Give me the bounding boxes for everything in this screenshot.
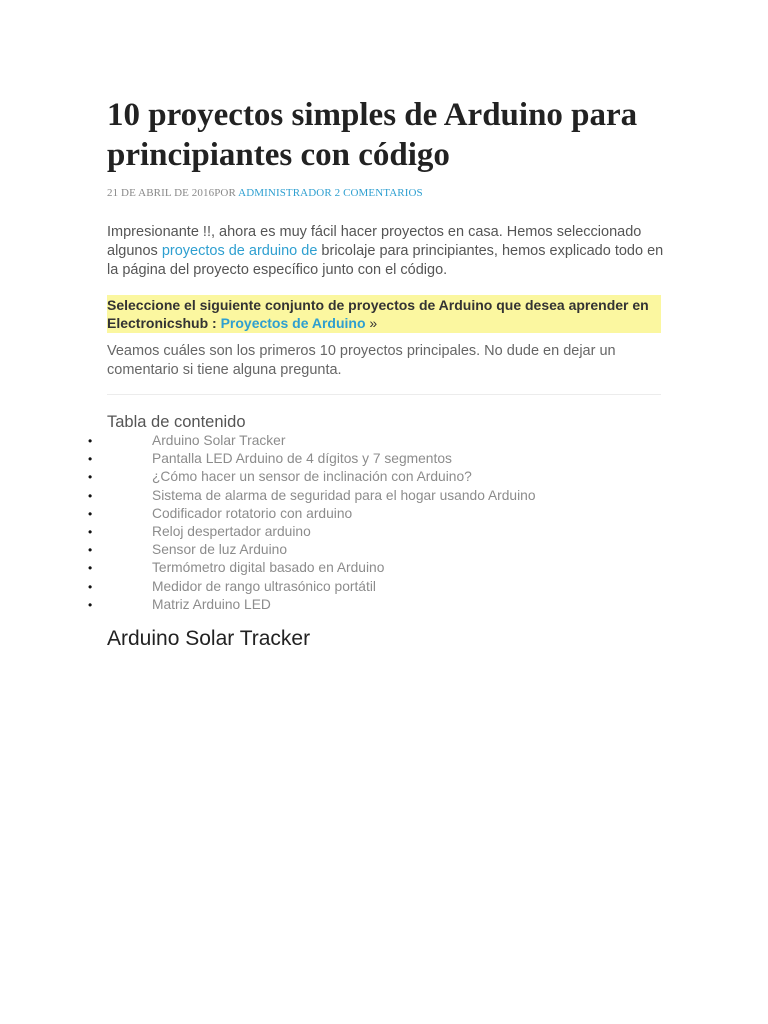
toc-item[interactable] bbox=[88, 432, 667, 450]
bullet-icon: • bbox=[88, 452, 93, 467]
toc-item-label[interactable]: Termómetro digital basado en Arduino bbox=[152, 560, 385, 576]
callout-raquo: » bbox=[365, 315, 378, 331]
bullet-icon: • bbox=[88, 597, 93, 612]
callout-text: Seleccione el siguiente conjunto de proyectos de Arduino que desea aprender en Electronicshub : bbox=[107, 297, 649, 331]
toc-item[interactable] bbox=[88, 578, 667, 596]
bullet-icon: • bbox=[88, 579, 93, 594]
toc-item[interactable] bbox=[88, 596, 667, 614]
toc-item-label[interactable]: Sensor de luz Arduino bbox=[152, 542, 287, 558]
article-meta bbox=[107, 186, 667, 200]
article-title: 10 proyectos simples de Arduino para principiantes con código bbox=[107, 97, 638, 173]
intro-text-before: Impresionante !!, ahora es muy fácil hacer proyectos en casa. Hemos seleccionado algunos bbox=[107, 224, 642, 259]
arduino-projects-link[interactable]: proyectos de arduino de bbox=[161, 243, 318, 259]
toc-item[interactable] bbox=[88, 523, 667, 541]
callout-link[interactable]: Proyectos de Arduino bbox=[220, 315, 366, 331]
bullet-icon: • bbox=[88, 434, 93, 448]
post-date: 21 DE ABRIL DE 2016 bbox=[107, 187, 215, 199]
toc-item-label[interactable]: Reloj despertador arduino bbox=[152, 523, 311, 539]
article bbox=[88, 95, 667, 669]
toc-item-label[interactable]: Sistema de alarma de seguridad para el hogar usando Arduino bbox=[152, 487, 536, 503]
toc-item-label[interactable]: Arduino Solar Tracker bbox=[152, 433, 286, 448]
bullet-icon: • bbox=[88, 488, 93, 503]
intro-paragraph bbox=[107, 223, 667, 280]
bullet-icon: • bbox=[88, 506, 93, 521]
toc-list bbox=[88, 432, 667, 614]
toc-item[interactable] bbox=[88, 487, 667, 505]
bullet-icon: • bbox=[88, 524, 93, 539]
toc-item-label[interactable]: Codificador rotatorio con arduino bbox=[152, 505, 353, 521]
intro-text-after: bricolaje para principiantes, hemos explicado todo en la página del proyecto específico junto con el código. bbox=[107, 243, 664, 278]
section-heading: Arduino Solar Tracker bbox=[107, 626, 311, 650]
bullet-icon: • bbox=[88, 543, 93, 558]
toc-item[interactable] bbox=[88, 559, 667, 577]
divider bbox=[107, 394, 661, 395]
toc-item[interactable] bbox=[88, 505, 667, 523]
bullet-icon: • bbox=[88, 561, 93, 576]
comments-link[interactable]: 2 COMENTARIOS bbox=[334, 187, 423, 199]
body-paragraph: Veamos cuáles son los primeros 10 proyectos principales. No dude en dejar un comentario si tiene alguna pregunta. bbox=[107, 343, 616, 378]
toc-title: Tabla de contenido bbox=[107, 413, 246, 431]
toc-item-label[interactable]: Medidor de rango ultrasónico portátil bbox=[152, 578, 376, 594]
bullet-icon: • bbox=[88, 470, 93, 485]
toc-item[interactable] bbox=[88, 541, 667, 559]
highlight-callout bbox=[107, 295, 661, 333]
toc-item-label[interactable]: ¿Cómo hacer un sensor de inclinación con Arduino? bbox=[152, 469, 472, 485]
toc-item-label[interactable]: Matriz Arduino LED bbox=[152, 596, 271, 612]
toc-item[interactable] bbox=[88, 468, 667, 486]
author-link[interactable]: ADMINISTRADOR bbox=[238, 187, 332, 199]
by-label: POR bbox=[214, 187, 236, 199]
toc-item-label[interactable]: Pantalla LED Arduino de 4 dígitos y 7 segmentos bbox=[152, 451, 452, 467]
toc-item[interactable] bbox=[88, 450, 667, 468]
